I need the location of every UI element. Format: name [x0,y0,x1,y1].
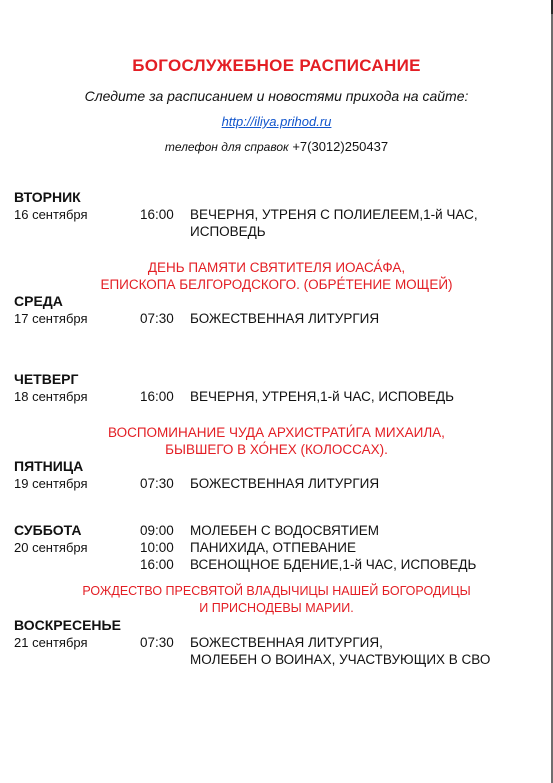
day-date: 20 сентября [14,540,88,555]
phone-line [0,139,553,154]
service-description: ВЕЧЕРНЯ, УТРЕНЯ С ПОЛИЕЛЕЕМ,1-й ЧАС, [190,207,478,222]
day-date: 16 сентября [14,207,88,222]
service-row [14,310,539,327]
service-row [14,539,539,556]
feast-line: БЫВШЕГО В ХО́НЕХ (КОЛОССАХ). [165,442,388,457]
page-title: БОГОСЛУЖЕБНОЕ РАСПИСАНИЕ [132,56,421,75]
service-description: ВЕЧЕРНЯ, УТРЕНЯ,1-й ЧАС, ИСПОВЕДЬ [190,389,455,404]
service-row [14,522,539,539]
day-saturday: СУББОТА 09:00 МОЛЕБЕН С ВОДОСВЯТИЕМ 20 сентября 10:00 ПАНИХИДА, ОТПЕВАНИЕ 16:00 ВСЕНОЩНОЕ БДЕНИЕ,1-й ЧАС, ИСПОВЕДЬ [14,522,539,573]
day-wednesday [14,259,539,327]
day-name: ВТОРНИК [14,189,81,205]
service-time: 07:30 [140,311,174,326]
day-name: ЧЕТВЕРГ [14,371,79,387]
feast-line: ВОСПОМИНАНИЕ ЧУДА АРХИСТРАТИ́ГА МИХАИЛА, [108,425,445,440]
day-tuesday [14,189,539,240]
feast-line: РОЖДЕСТВО ПРЕСВЯТОЙ ВЛАДЫЧИЦЫ НАШЕЙ БОГОРОДИЦЫ [82,584,471,598]
day-sunday [14,583,539,668]
service-row [14,206,539,223]
day-date: 17 сентября [14,311,88,326]
feast-line: ДЕНЬ ПАМЯТИ СВЯТИТЕЛЯ ИОАСА́ФА, [147,260,406,275]
feast-line: И ПРИСНОДЕВЫ МАРИИ. [199,601,354,615]
service-description: МОЛЕБЕН О ВОИНАХ, УЧАСТВУЮЩИХ В СВО [190,652,491,667]
day-name: ПЯТНИЦА [14,458,84,474]
service-row [14,634,539,651]
phone-number: +7(3012)250437 [292,139,389,154]
schedule-header [0,56,553,154]
service-row [14,388,539,405]
day-thursday [14,371,539,405]
service-time: 16:00 [140,389,174,404]
service-description: БОЖЕСТВЕННАЯ ЛИТУРГИЯ [190,476,380,491]
schedule-list [14,189,539,668]
service-row-continuation [14,651,539,668]
service-description: ИСПОВЕДЬ [190,224,266,239]
service-time: 07:30 [140,635,174,650]
service-description: БОЖЕСТВЕННАЯ ЛИТУРГИЯ, [190,635,383,650]
service-row [14,556,539,573]
day-date: 18 сентября [14,389,88,404]
service-description: ВСЕНОЩНОЕ БДЕНИЕ,1-й ЧАС, ИСПОВЕДЬ [190,557,477,572]
day-name: СРЕДА [14,293,63,309]
feast-line: ЕПИСКОПА БЕЛГОРОДСКОГО. (ОБРЕ́ТЕНИЕ МОЩЕЙ) [100,277,453,292]
parish-site-link[interactable]: http://iliya.prihod.ru [221,114,332,129]
phone-label: телефон для справок [164,140,289,154]
service-time: 16:00 [140,207,174,222]
site-invitation-text: Следите за расписанием и новостями прихода на сайте: [84,88,469,104]
service-time: 09:00 [140,523,174,538]
day-friday [14,424,539,492]
service-time: 16:00 [140,557,174,572]
service-description: БОЖЕСТВЕННАЯ ЛИТУРГИЯ [190,311,380,326]
service-time: 07:30 [140,476,174,491]
service-time: 10:00 [140,540,174,555]
service-description: ПАНИХИДА, ОТПЕВАНИЕ [190,540,356,555]
service-description: МОЛЕБЕН С ВОДОСВЯТИЕМ [190,523,379,538]
day-name: ВОСКРЕСЕНЬЕ [14,617,121,633]
day-date: 21 сентября [14,635,88,650]
day-date: 19 сентября [14,476,88,491]
service-row [14,475,539,492]
service-row-continuation [14,223,539,240]
